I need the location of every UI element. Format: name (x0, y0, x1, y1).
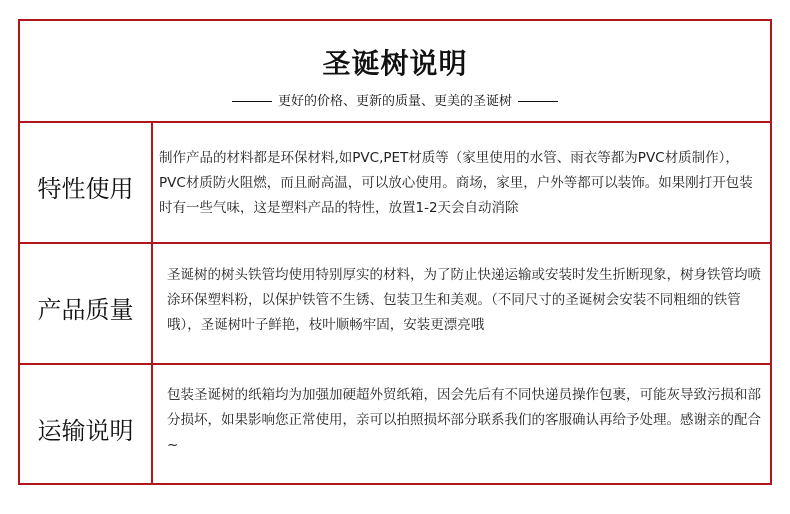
dash-right (518, 101, 558, 102)
section-quality (20, 244, 770, 363)
section-features (20, 123, 770, 242)
section-text-shipping: 包装圣诞树的纸箱均为加强加硬超外贸纸箱，因会先后有不同快递员操作包裹，可能灰导致污损和部分损坏，如果影响您正常使用，亲可以拍照损坏部分联系我们的客服确认再给予处理。感谢亲的配合~ (167, 387, 761, 453)
section-text-features: 制作产品的材料都是环保材料,如PVC,PET材质等（家里使用的水管、雨衣等都为PVC材质制作），PVC材质防火阻燃，而且耐高温，可以放心使用。商场，家里，户外等都可以装饰。如果刚打开包装时有一些气味，这是塑料产品的特性，放置1-2天会自动消除 (159, 150, 753, 216)
header (20, 21, 770, 123)
section-label-features: 特性使用 (37, 175, 134, 203)
section-text-quality: 圣诞树的树头铁管均使用特别厚实的材料，为了防止快递运输或安装时发生折断现象，树身铁管均喷涂环保塑料粉，以保护铁管不生锈、包装卫生和美观。（不同尺寸的圣诞树会安装不同粗细的铁管哦），圣诞树叶子鲜艳，枝叶顺畅牢固，安装更漂亮哦 (167, 267, 761, 333)
section-shipping (20, 365, 770, 485)
info-frame (18, 19, 772, 485)
section-label-shipping: 运输说明 (37, 417, 134, 445)
dash-left (232, 101, 272, 102)
subtitle-text: 更好的价格、更新的质量、更美的圣诞树 (277, 94, 512, 109)
page-title: 圣诞树说明 (322, 47, 468, 80)
subtitle-line (20, 90, 770, 109)
section-label-quality: 产品质量 (37, 296, 134, 324)
